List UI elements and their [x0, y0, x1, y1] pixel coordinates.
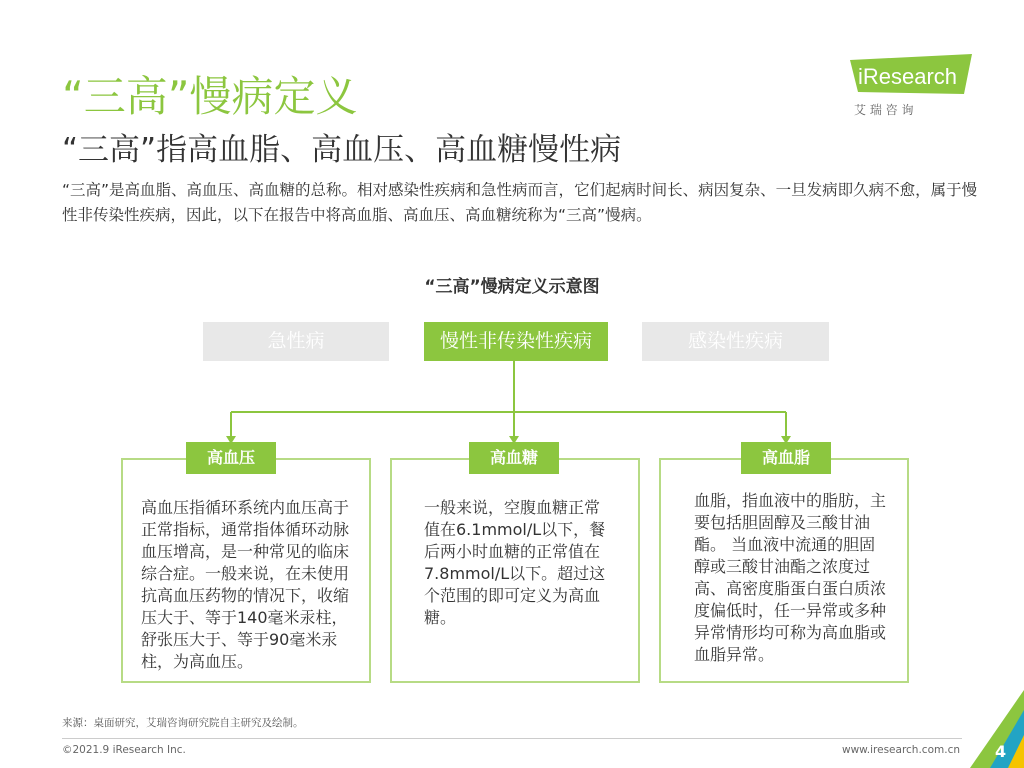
footer-url[interactable]: www.iresearch.com.cn: [841, 744, 960, 756]
intro-paragraph: “三高”是高血脂、高血压、高血糖的总称。相对感染性疾病和急性病而言，它们起病时间长、病因复杂、一旦发病即久病不愈，属于慢性非传染性疾病，因此，以下在报告中将高血脂、高血压、高血糖统称为“三高”慢病。: [62, 181, 978, 224]
card-head-hypertension: 高血压: [186, 442, 276, 474]
source-note: 来源：桌面研究，艾瑞咨询研究院自主研究及绘制。: [62, 717, 304, 729]
corner-decoration: [960, 690, 1024, 768]
page-subtitle: “三高”指高血脂、高血压、高血糖慢性病: [62, 132, 622, 168]
page-number: 4: [995, 742, 1007, 761]
card-head-hyperglycemia: 高血糖: [469, 442, 559, 474]
page-title: “三高”慢病定义: [62, 72, 358, 121]
footer-divider: [62, 738, 962, 739]
card-text-hyperlipidemia: 血脂，指血液中的脂肪，主要包括胆固醇及三酸甘油酯。 当血液中流通的胆固醇或三酸甘油酯之浓度过高、高密度脂蛋白蛋白质浓度偏低时，任一异常或多种异常情形均可称为高血脂或血脂异常。: [694, 491, 887, 664]
card-text-hypertension: 高血压指循环系统内血压高于正常指标，通常指体循环动脉血压增高，是一种常见的临床综合症。一般来说，在未使用抗高血压药物的情况下，收缩压大于、等于140毫米汞柱，舒张压大于、等于90毫米汞柱，为高血压。: [141, 498, 350, 671]
box-chronic-noncommunicable: 慢性非传染性疾病: [424, 322, 608, 361]
svg-text:iResearch: iResearch: [858, 64, 958, 89]
copyright: ©2021.9 iResearch Inc.: [62, 744, 186, 756]
card-head-hyperlipidemia: 高血脂: [741, 442, 831, 474]
card-text-hyperglycemia: 一般来说，空腹血糖正常值在6.1mmol/L以下，餐后两小时血糖的正常值在7.8mmol/L以下。超过这个范围的即可定义为高血糖。: [424, 498, 606, 627]
diagram-title: “三高”慢病定义示意图: [424, 277, 600, 297]
box-acute-disease: 急性病: [203, 322, 389, 361]
box-infectious-disease: 感染性疾病: [642, 322, 829, 361]
svg-text:艾 瑞 咨 询: 艾 瑞 咨 询: [854, 103, 914, 117]
